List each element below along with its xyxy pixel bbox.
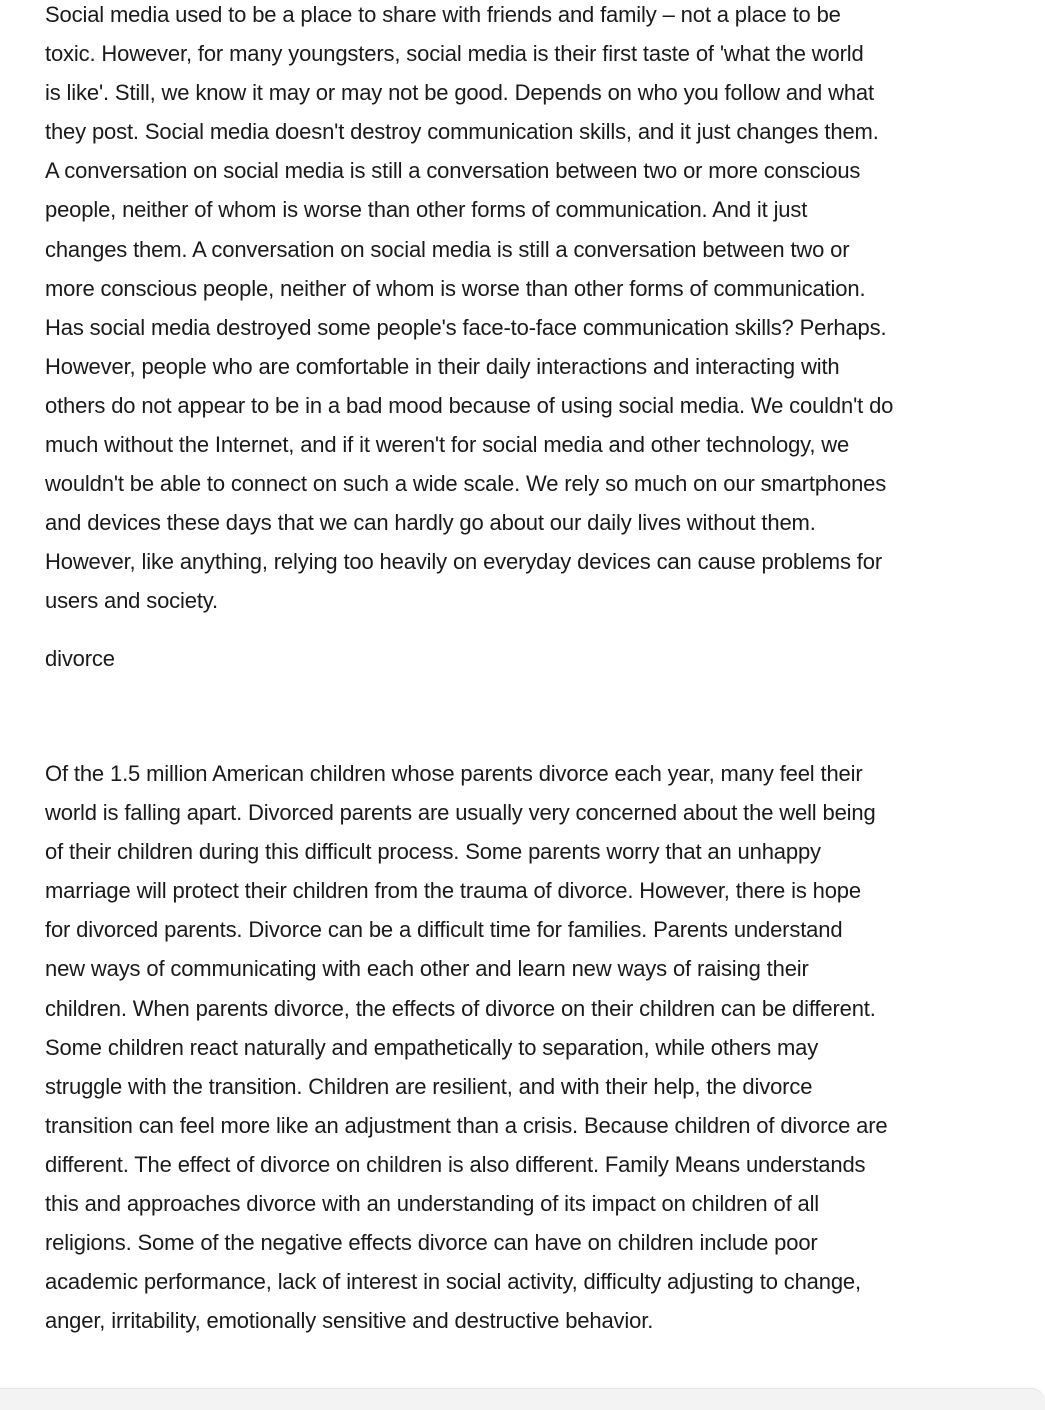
text-line: However, people who are comfortable in their daily interactions and interacting with xyxy=(45,353,840,379)
text-line: they post. Social media doesn't destroy communication skills, and it just changes them. xyxy=(45,119,879,145)
text-line: academic performance, lack of interest in social activity, difficulty adjusting to change, xyxy=(45,1269,861,1295)
text-line: children. When parents divorce, the effects of divorce on their children can be different. xyxy=(45,995,876,1021)
paragraph-social-media xyxy=(45,0,975,621)
text-line: wouldn't be able to connect on such a wide scale. We rely so much on our smartphones xyxy=(45,471,887,497)
text-line: others do not appear to be in a bad mood because of using social media. We couldn't do xyxy=(45,392,894,418)
text-line: marriage will protect their children from the trauma of divorce. However, there is hope xyxy=(45,878,861,904)
text-line: Has social media destroyed some people's face-to-face communication skills? Perhaps. xyxy=(45,314,887,340)
text-line: of their children during this difficult process. Some parents worry that an unhappy xyxy=(45,839,821,865)
text-line: much without the Internet, and if it weren't for social media and other technology, we xyxy=(45,432,850,458)
text-line: is like'. Still, we know it may or may not be good. Depends on who you follow and what xyxy=(45,80,874,106)
text-line: and devices these days that we can hardly go about our daily lives without them. xyxy=(45,510,816,536)
heading-text: divorce xyxy=(45,646,115,671)
text-line: more conscious people, neither of whom is worse than other forms of communication. xyxy=(45,275,866,301)
text-line: for divorced parents. Divorce can be a difficult time for families. Parents understand xyxy=(45,917,843,943)
text-line: Social media used to be a place to share with friends and family – not a place to be xyxy=(45,2,841,27)
text-line: Of the 1.5 million American children whose parents divorce each year, many feel their xyxy=(45,761,863,786)
text-line: users and society. xyxy=(45,588,218,614)
text-line: A conversation on social media is still a conversation between two or more conscious xyxy=(45,158,861,184)
text-line: toxic. However, for many youngsters, social media is their first taste of 'what the world xyxy=(45,41,864,67)
page-bottom-edge xyxy=(0,1388,1045,1410)
text-line: Some children react naturally and empathetically to separation, while others may xyxy=(45,1034,819,1060)
text-line: anger, irritability, emotionally sensitive and destructive behavior. xyxy=(45,1308,654,1334)
text-line: transition can feel more like an adjustment than a crisis. Because children of divorce are xyxy=(45,1112,888,1138)
text-line: religions. Some of the negative effects divorce can have on children include poor xyxy=(45,1230,818,1256)
text-line: struggle with the transition. Children are resilient, and with their help, the divorce xyxy=(45,1073,813,1099)
section-heading xyxy=(45,639,975,678)
text-line: world is falling apart. Divorced parents are usually very concerned about the well being xyxy=(45,800,876,826)
text-line: this and approaches divorce with an understanding of its impact on children of all xyxy=(45,1191,820,1217)
paragraph-divorce xyxy=(45,754,975,1340)
text-line: However, like anything, relying too heavily on everyday devices can cause problems for xyxy=(45,549,882,575)
text-line: different. The effect of divorce on children is also different. Family Means understands xyxy=(45,1151,866,1177)
text-line: changes them. A conversation on social media is still a conversation between two or xyxy=(45,236,850,262)
text-line: people, neither of whom is worse than other forms of communication. And it just xyxy=(45,197,808,223)
text-line: new ways of communicating with each other and learn new ways of raising their xyxy=(45,956,809,982)
